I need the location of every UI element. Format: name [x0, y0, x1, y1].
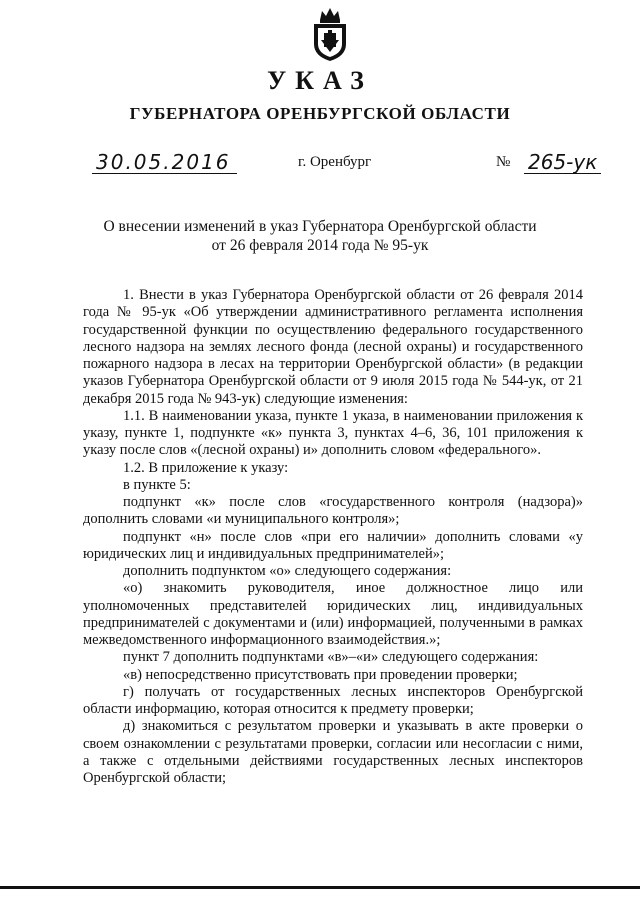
- paragraph-subitem-v: «в) непосредственно присутствовать при проведении проверки;: [123, 666, 518, 683]
- heading-line-1: О внесении изменений в указ Губернатора Оренбургской области: [103, 218, 537, 235]
- document-heading: [60, 217, 580, 255]
- number-label: №: [496, 154, 511, 170]
- paragraph-item-5: в пункте 5:: [123, 476, 191, 493]
- bottom-divider: [0, 886, 640, 889]
- paragraph-subitem-n: подпункт «н» после слов «при его наличии» дополнить словами «у юридических лиц и индивидуальных предпринимателей»;: [83, 528, 583, 562]
- paragraph-subitem-o-text: «о) знакомить руководителя, иное должностное лицо или уполномоченных представителей юридических лиц, индивидуальных предпринимателей с документами и (или) информацией, полученными в рамках межведомственного информационного взаимодействия.»;: [83, 580, 583, 648]
- paragraph-subitem-g: г) получать от государственных лесных инспекторов Оренбургской области информацию, которая относится к предмету проверки;: [83, 683, 583, 717]
- paragraph-1: 1. Внести в указ Губернатора Оренбургской области от 26 февраля 2014 года № 95-ук «Об утверждении административного регламента исполнения государственной функции по осуществлению федерального государственного лесного надзора на землях лесного фонда (лесной охраны) и государственного пожарного надзора в лесах на территории Оренбургской области» (в редакции указов Губернатора Оренбургской области от 9 июля 2015 года № 544-ук, от 21 декабря 2015 года № 943-ук) следующие изменения:: [83, 287, 583, 407]
- document-date: 30.05.2016: [92, 151, 237, 174]
- paragraph-subitem-d: д) знакомиться с результатом проверки и указывать в акте проверки о своем ознакомлении с результатами проверки, согласии или несогласии с ними, а также с отдельными действиями государственных лесных инспекторов Оренбургской области;: [83, 718, 583, 786]
- coat-of-arms-icon: [310, 6, 350, 62]
- issuer-title: ГУБЕРНАТОРА ОРЕНБУРГСКОЙ ОБЛАСТИ: [129, 104, 511, 123]
- paragraph-item-7: пункт 7 дополнить подпунктами «в»–«и» следующего содержания:: [123, 649, 539, 666]
- document-body: [83, 287, 583, 787]
- paragraph-1-2: 1.2. В приложение к указу:: [123, 459, 289, 476]
- paragraph-add-subitem-o: дополнить подпунктом «о» следующего содержания:: [123, 563, 452, 579]
- document-number: 265-ук: [524, 151, 601, 174]
- document-city: г. Оренбург: [298, 154, 372, 170]
- heading-line-2: от 26 февраля 2014 года № 95-ук: [211, 237, 429, 254]
- paragraph-subitem-k: подпункт «к» после слов «государственного контроля (надзора)» дополнить словами «и муниципального контроля»;: [83, 494, 583, 528]
- paragraph-1-1: 1.1. В наименовании указа, пункте 1 указа, в наименовании приложения к указу, пункте 1, подпункте «к» пункта 3, пунктах 4–6, 36, 101 приложения к указу после слов «(лесной охраны) и» дополнить словом «федерального».: [83, 407, 583, 459]
- document-type-title: УКАЗ: [267, 66, 373, 95]
